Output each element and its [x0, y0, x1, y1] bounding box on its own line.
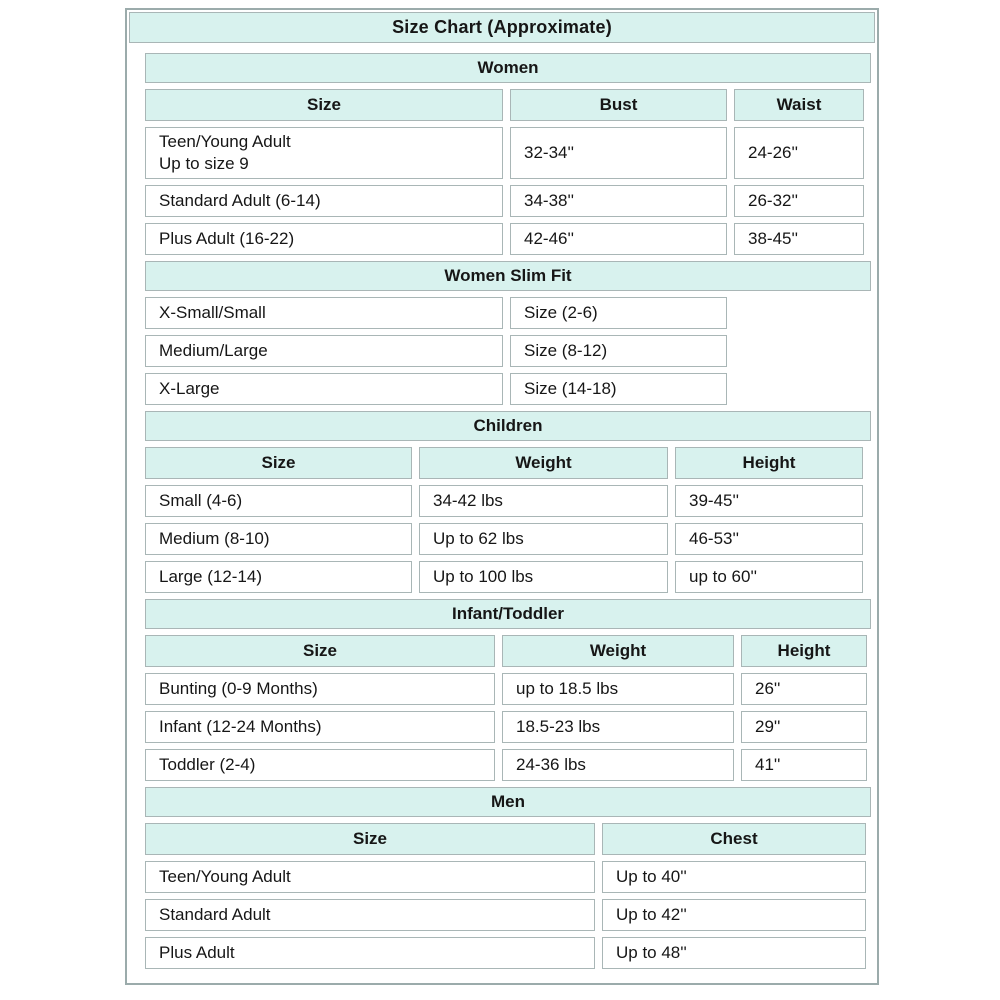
- cell: [419, 561, 668, 593]
- section-infant-toddler: [145, 599, 871, 781]
- header-row: [145, 89, 871, 121]
- section-children: [145, 411, 871, 593]
- cell-line: Teen/Young Adult: [159, 132, 291, 151]
- section-women-slim-fit: [145, 261, 871, 405]
- cell-text: Waist: [776, 95, 822, 114]
- cell: [502, 673, 734, 705]
- cell-text: Plus Adult (16-22): [159, 229, 295, 248]
- section-band: Women Slim Fit: [145, 261, 871, 291]
- cell: [741, 673, 867, 705]
- cell-text: Size: [306, 95, 342, 114]
- column-header: [510, 89, 727, 121]
- cell-text: Bunting (0-9 Months): [159, 679, 318, 698]
- sections: [145, 53, 871, 969]
- cell: [734, 185, 864, 217]
- cell-text: 26-32'': [748, 191, 798, 210]
- column-header: [145, 447, 412, 479]
- cell-text: Small (4-6): [159, 491, 243, 510]
- cell-text: 46-53'': [689, 529, 739, 548]
- cell: [502, 749, 734, 781]
- cell-text: Infant (12-24 Months): [159, 717, 322, 736]
- cell-text: Teen/Young Adult: [159, 867, 291, 886]
- column-header: [502, 635, 734, 667]
- section-band: Women: [145, 53, 871, 83]
- table-row: [145, 673, 871, 705]
- cell-text: Up to 42'': [616, 905, 687, 924]
- header-row: [145, 635, 871, 667]
- table-row: [145, 899, 871, 931]
- cell-text: 24-36 lbs: [516, 755, 586, 774]
- cell-text: Size: [302, 641, 338, 660]
- size-chart-body: [129, 53, 875, 969]
- cell-text: 41'': [755, 755, 781, 774]
- table-row: [145, 127, 871, 179]
- column-header: [734, 89, 864, 121]
- cell-text: Weight: [515, 453, 572, 472]
- cell: [145, 297, 503, 329]
- cell: [675, 485, 863, 517]
- cell: [510, 373, 727, 405]
- cell-text: Large (12-14): [159, 567, 263, 586]
- cell-text: 42-46'': [524, 229, 574, 248]
- cell-text: Up to 48'': [616, 943, 687, 962]
- cell-text: Up to 62 lbs: [433, 529, 524, 548]
- table-row: [145, 749, 871, 781]
- table-row: [145, 223, 871, 255]
- cell: [145, 335, 503, 367]
- table-row: [145, 297, 871, 329]
- cell: [419, 485, 668, 517]
- cell-text: 34-42 lbs: [433, 491, 503, 510]
- cell: [145, 373, 503, 405]
- cell-text: Size (8-12): [524, 341, 608, 360]
- cell: [145, 861, 595, 893]
- cell-line: Up to size 9: [159, 154, 249, 173]
- table-row: [145, 485, 871, 517]
- column-header: [145, 89, 503, 121]
- cell-text: 24-26'': [748, 143, 798, 162]
- cell: [734, 127, 864, 179]
- cell: [145, 523, 412, 555]
- cell: [510, 297, 727, 329]
- cell: [419, 523, 668, 555]
- section-band: Infant/Toddler: [145, 599, 871, 629]
- column-header: [602, 823, 866, 855]
- cell: [602, 937, 866, 969]
- cell-text: Medium (8-10): [159, 529, 270, 548]
- cell-text: Height: [777, 641, 831, 660]
- cell: [145, 673, 495, 705]
- cell-text: up to 60'': [689, 567, 757, 586]
- cell-text: 34-38'': [524, 191, 574, 210]
- table-row: [145, 861, 871, 893]
- cell: [145, 485, 412, 517]
- cell-text: 29'': [755, 717, 781, 736]
- cell: [145, 899, 595, 931]
- cell-text: Standard Adult (6-14): [159, 191, 321, 210]
- table-row: [145, 185, 871, 217]
- table-row: [145, 523, 871, 555]
- column-header: [145, 635, 495, 667]
- column-header: [741, 635, 867, 667]
- cell-text: Standard Adult: [159, 905, 271, 924]
- cell: [510, 127, 727, 179]
- size-chart-panel: [125, 8, 879, 985]
- cell-text: X-Small/Small: [159, 303, 266, 322]
- table-row: [145, 937, 871, 969]
- cell-text: 39-45'': [689, 491, 739, 510]
- cell-text: Size: [352, 829, 388, 848]
- cell-text: Size: [261, 453, 296, 472]
- table-row: [145, 373, 871, 405]
- cell-text: Chest: [710, 829, 758, 848]
- cell: [741, 749, 867, 781]
- cell-text: Size (2-6): [524, 303, 598, 322]
- table-row: [145, 561, 871, 593]
- cell: [145, 127, 503, 179]
- cell: [145, 937, 595, 969]
- cell: [741, 711, 867, 743]
- cell-text: 32-34'': [524, 143, 574, 162]
- column-header: [675, 447, 863, 479]
- table-row: [145, 711, 871, 743]
- cell-text: Height: [742, 453, 796, 472]
- cell: [734, 223, 864, 255]
- cell: [602, 861, 866, 893]
- column-header: [145, 823, 595, 855]
- section-men: [145, 787, 871, 969]
- cell-text: Plus Adult: [159, 943, 235, 962]
- cell-text: Size (14-18): [524, 379, 617, 398]
- section-band: Men: [145, 787, 871, 817]
- table-row: [145, 335, 871, 367]
- cell-text: Bust: [599, 95, 638, 114]
- cell: [510, 335, 727, 367]
- cell: [145, 561, 412, 593]
- cell: [675, 523, 863, 555]
- size-chart-title: Size Chart (Approximate): [129, 12, 875, 43]
- cell-text: Up to 40'': [616, 867, 687, 886]
- cell-text: Up to 100 lbs: [433, 567, 534, 586]
- cell: [145, 749, 495, 781]
- cell-text: 26'': [755, 679, 781, 698]
- cell: [602, 899, 866, 931]
- cell-text: up to 18.5 lbs: [516, 679, 619, 698]
- cell-text: 38-45'': [748, 229, 798, 248]
- cell-text: Medium/Large: [159, 341, 268, 360]
- cell-text: X-Large: [159, 379, 220, 398]
- cell-text: 18.5-23 lbs: [516, 717, 601, 736]
- cell: [502, 711, 734, 743]
- column-header: [419, 447, 668, 479]
- cell: [675, 561, 863, 593]
- cell-text: Weight: [589, 641, 647, 660]
- section-women: [145, 53, 871, 255]
- cell-text: Toddler (2-4): [159, 755, 256, 774]
- cell: [145, 185, 503, 217]
- cell: [145, 711, 495, 743]
- cell: [510, 223, 727, 255]
- section-band: Children: [145, 411, 871, 441]
- cell: [145, 223, 503, 255]
- header-row: [145, 447, 871, 479]
- header-row: [145, 823, 871, 855]
- cell: [510, 185, 727, 217]
